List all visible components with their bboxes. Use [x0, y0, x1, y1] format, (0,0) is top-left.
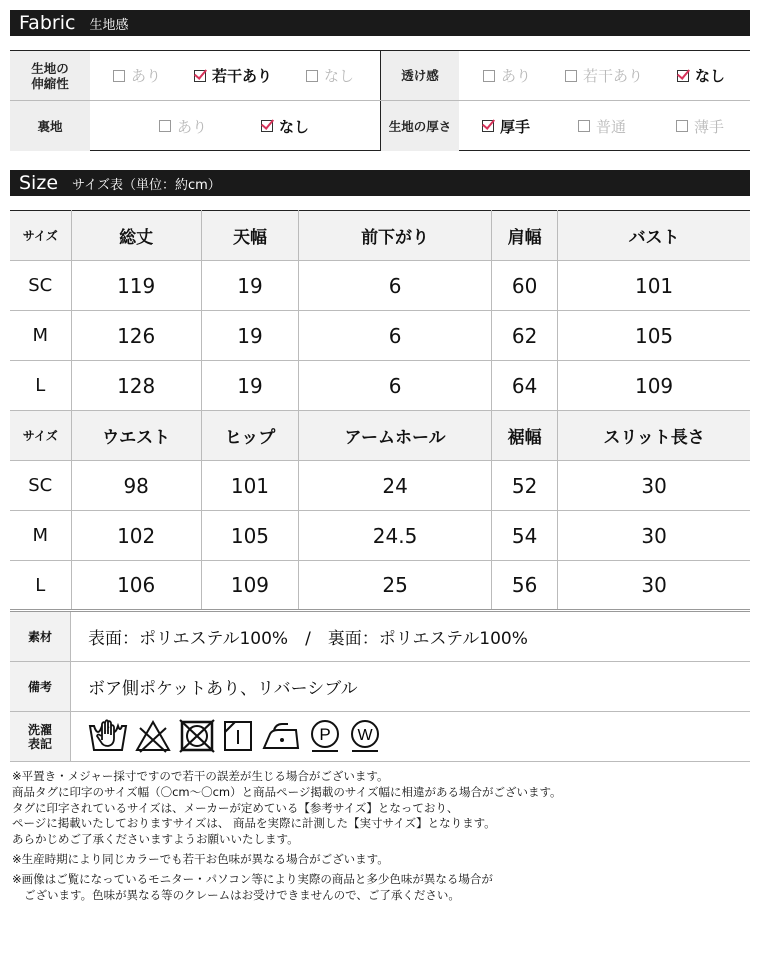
table-cell: 24 — [299, 461, 492, 511]
table-cell: 6 — [299, 311, 492, 361]
table-cell: 101 — [201, 461, 298, 511]
fabric-row — [10, 51, 750, 101]
iron-low-icon — [260, 718, 302, 754]
table-cell: 25 — [299, 561, 492, 611]
line-dry-shade-icon — [222, 718, 254, 754]
column-header: ウエスト — [71, 411, 201, 461]
checkbox-icon — [113, 70, 125, 82]
note-line: ※平置き・メジャー採寸ですので若干の誤差が生じる場合がございます。 — [12, 769, 389, 783]
table-cell: 19 — [201, 361, 298, 411]
note-line: タグに印字されているサイズは、メーカーが定めている【参考サイズ】となっており、 — [12, 800, 459, 815]
table-row — [10, 561, 750, 611]
size-header-row — [10, 211, 750, 261]
size-title: Size — [19, 172, 59, 194]
fabric-title: Fabric — [19, 12, 76, 34]
column-header: 天幅 — [201, 211, 298, 261]
table-cell: 54 — [492, 511, 558, 561]
sheer-label: 透け感 — [381, 51, 459, 100]
size-section-header — [10, 170, 750, 196]
sheer-option-slight: 若干あり — [565, 51, 643, 100]
thickness-option-thin: 薄手 — [676, 101, 724, 151]
table-cell: 19 — [201, 261, 298, 311]
table-row — [10, 261, 750, 311]
remarks-label: 備考 — [10, 662, 71, 711]
note-line: ページに掲載いたしておりますサイズは、 商品を実際に計測した【実寸サイズ】となります。 — [12, 816, 496, 831]
note-line: ※生産時期により同じカラーでも若干お色味が異なる場合がございます。 — [12, 851, 389, 866]
table-cell: 101 — [558, 261, 750, 311]
size-cell: SC — [10, 261, 71, 311]
table-cell: 106 — [71, 561, 201, 611]
lining-option-none: なし — [261, 101, 309, 151]
size-cell: M — [10, 511, 71, 561]
table-cell: 30 — [558, 561, 750, 611]
size-column-header: サイズ — [10, 211, 71, 261]
size-cell: L — [10, 361, 71, 411]
table-cell: 19 — [201, 311, 298, 361]
note-line: ございます。色味が異なる等のクレームはお受けできませんので、ご了承ください。 — [24, 887, 460, 902]
hand-wash-icon — [88, 718, 128, 754]
column-header: ヒップ — [201, 411, 298, 461]
material-label: 素材 — [10, 612, 71, 661]
material-value: 表面：ポリエステル100% / 裏面：ポリエステル100% — [88, 629, 528, 649]
checkbox-icon — [483, 70, 495, 82]
table-cell: 30 — [558, 461, 750, 511]
table-row — [10, 511, 750, 561]
table-cell: 128 — [71, 361, 201, 411]
checked-checkbox-icon — [482, 120, 494, 132]
checkbox-icon — [159, 120, 171, 132]
table-cell: 56 — [492, 561, 558, 611]
table-cell: 64 — [492, 361, 558, 411]
notes — [12, 769, 752, 903]
care-label: 洗濯 表記 — [10, 712, 71, 761]
table-cell: 24.5 — [299, 511, 492, 561]
column-header: 肩幅 — [492, 211, 558, 261]
checkbox-icon — [578, 120, 590, 132]
care-icons — [88, 712, 382, 760]
dry-clean-p-icon — [308, 718, 342, 754]
column-header: アームホール — [299, 411, 492, 461]
stretch-label: 生地の 伸縮性 — [10, 51, 90, 100]
thickness-option-thick: 厚手 — [482, 101, 530, 151]
table-cell: 119 — [71, 261, 201, 311]
table-cell: 30 — [558, 511, 750, 561]
svg-text:W: W — [357, 727, 373, 744]
size-cell: M — [10, 311, 71, 361]
note-line: 商品タグに印字のサイズ幅（〇cm〜〇cm）と商品ページ掲載のサイズ幅に相違がある場合がございます。 — [12, 784, 562, 799]
note-line: ※画像はご覧になっているモニター・パソコン等により実際の商品と多少色味が異なる場合が — [12, 871, 493, 886]
fabric-subtitle: 生地感 — [89, 17, 129, 33]
fabric-section-header — [10, 10, 750, 36]
checked-checkbox-icon — [261, 120, 273, 132]
table-cell: 109 — [201, 561, 298, 611]
thickness-option-normal: 普通 — [578, 101, 626, 151]
table-cell: 102 — [71, 511, 201, 561]
sheer-option-yes: あり — [483, 51, 531, 100]
table-cell: 62 — [492, 311, 558, 361]
checked-checkbox-icon — [677, 70, 689, 82]
table-cell: 52 — [492, 461, 558, 511]
column-header: 前下がり — [299, 211, 492, 261]
table-cell: 105 — [201, 511, 298, 561]
column-header: 総丈 — [71, 211, 201, 261]
checkbox-icon — [306, 70, 318, 82]
size-cell: SC — [10, 461, 71, 511]
column-header: バスト — [558, 211, 750, 261]
checkbox-icon — [676, 120, 688, 132]
stretch-option-yes: あり — [113, 51, 161, 100]
sheer-option-none: なし — [677, 51, 725, 100]
thickness-label: 生地の厚さ — [381, 101, 459, 151]
size-subtitle: サイズ表（単位：約cm） — [72, 177, 221, 193]
column-header: スリット長さ — [558, 411, 750, 461]
fabric-table — [10, 50, 750, 151]
stretch-option-slight: 若干あり — [194, 51, 272, 100]
svg-text:P: P — [319, 725, 331, 744]
stretch-option-none: なし — [306, 51, 354, 100]
table-row — [10, 361, 750, 411]
fabric-row — [10, 101, 750, 151]
table-cell: 98 — [71, 461, 201, 511]
no-tumble-dry-icon — [178, 718, 216, 754]
size-cell: L — [10, 561, 71, 611]
note-line: あらかじめご了承くださいますようお願いいたします。 — [12, 832, 299, 847]
table-cell: 60 — [492, 261, 558, 311]
table-cell: 6 — [299, 361, 492, 411]
material-row — [10, 612, 750, 662]
table-cell: 126 — [71, 311, 201, 361]
size-header-row — [10, 411, 750, 461]
column-header: 裾幅 — [492, 411, 558, 461]
size-column-header: サイズ — [10, 411, 71, 461]
no-bleach-icon — [134, 718, 172, 754]
wet-clean-w-icon — [348, 718, 382, 754]
table-cell: 105 — [558, 311, 750, 361]
lining-label: 裏地 — [10, 101, 90, 151]
remarks-value: ボア側ポケットあり、リバーシブル — [88, 679, 358, 699]
checked-checkbox-icon — [194, 70, 206, 82]
table-row — [10, 461, 750, 511]
remarks-row — [10, 662, 750, 712]
lining-option-yes: あり — [159, 101, 207, 151]
table-cell: 6 — [299, 261, 492, 311]
table-row — [10, 311, 750, 361]
size-table — [10, 210, 750, 612]
checkbox-icon — [565, 70, 577, 82]
table-cell: 109 — [558, 361, 750, 411]
